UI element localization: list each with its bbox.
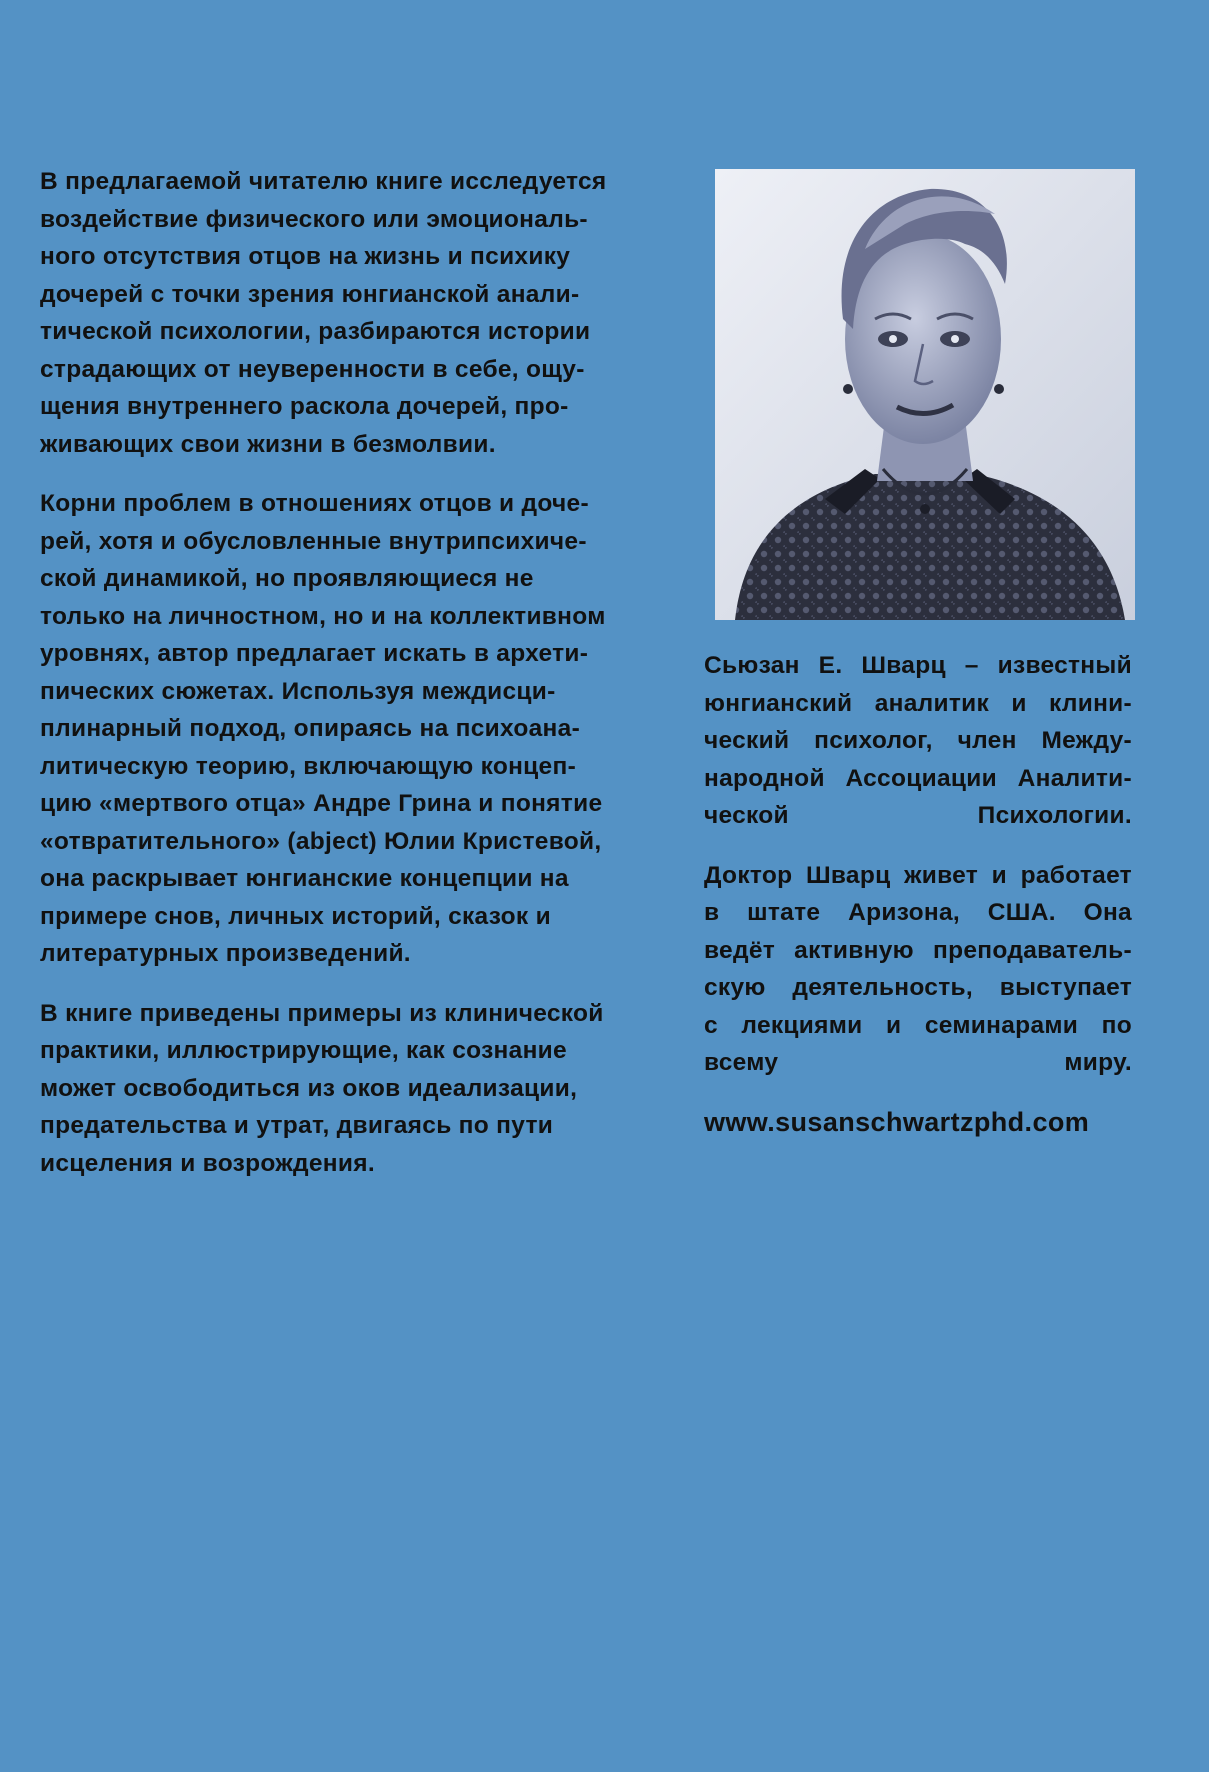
author-bio-paragraph-2: Доктор Шварц живет и работает в штате Аризона, США. Она ведёт активную преподаватель- скую деятельность, выступает с лекциями и семинарами по всему миру. xyxy=(704,861,1132,1076)
author-website-link[interactable]: www.susanschwartzphd.com xyxy=(704,1106,1090,1137)
author-bio-paragraph-1: Сьюзан Е. Шварц – известный юнгианский аналитик и клини- ческий психолог, член Между- народной Ассоциации Аналити- ческой Психологии. xyxy=(704,652,1132,829)
description-paragraph-1: В предлагаемой читателю книге исследуется воздействие физического или эмоциональ- ного отсутствия отцов на жизнь и психику дочерей с точки зрения юнгианской анали- тической психологии, разбираются истории страдающих от неуверенности в себе, ощу- щения внутреннего раскола дочерей, про- живающих свои жизни в безмолвии. xyxy=(40,168,607,458)
book-description xyxy=(40,163,646,1204)
author-photo xyxy=(715,169,1135,620)
author-bio xyxy=(704,647,1132,1140)
description-paragraph-2: Корни проблем в отношениях отцов и доче- рей, хотя и обусловленные внутрипсихиче- ской динамикой, но проявляющиеся не только на личностном, но и на коллективном уровнях, автор предлагает искать в архети- пических сюжетах. Используя междисци- плинарный подход, опираясь на психоана- литическую теорию, включающую концеп- цию «мертвого отца» Андре Грина и понятие «отвратительного» (abject) Юлии Кристевой, она раскрывает юнгианские концепции на примере снов, личных историй, сказок и литературных произведений. xyxy=(40,490,606,967)
description-paragraph-3: В книге приведены примеры из клинической практики, иллюстрирующие, как сознание может освободиться из оков идеализации, предательства и утрат, двигаясь по пути исцеления и возрождения. xyxy=(40,999,604,1177)
